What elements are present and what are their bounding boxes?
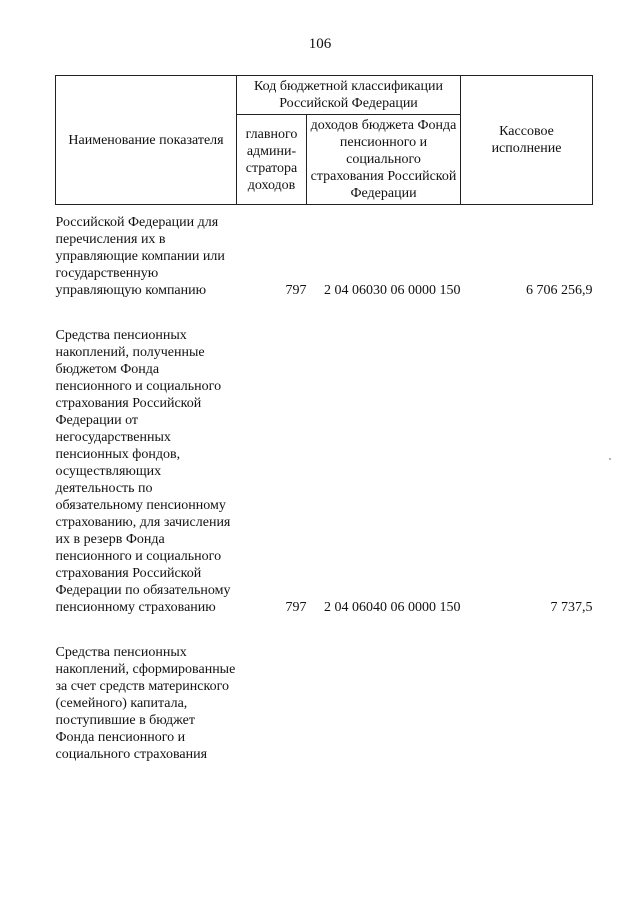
- table-body: [56, 205, 593, 764]
- header-chief-administrator: главного админи-стратора доходов: [237, 115, 307, 205]
- scan-speck: [609, 458, 611, 460]
- admin-code: 797: [285, 283, 307, 298]
- row-spacer: [56, 616, 593, 644]
- header-indicator-name: Наименование показателя: [56, 76, 237, 205]
- execution-value: 6 706 256,9: [526, 283, 593, 298]
- budget-table: [55, 75, 593, 763]
- execution-value: 7 737,5: [550, 600, 593, 615]
- revenue-code: 2 04 06040 06 0000 150: [324, 600, 461, 615]
- execution-value: [461, 644, 593, 763]
- table-header: [56, 76, 593, 205]
- indicator-name: Российской Федерации для перечисления их в управляющие компании или государственную управляющую компанию: [55, 215, 225, 298]
- admin-code: [237, 644, 307, 763]
- row-spacer: [56, 299, 593, 327]
- header-budget-classification-code: Код бюджетной классификации Российской Федерации: [237, 76, 461, 115]
- table-row: [56, 205, 593, 300]
- revenue-code: 2 04 06030 06 0000 150: [324, 283, 461, 298]
- admin-code: 797: [285, 600, 307, 615]
- table-row: [56, 644, 593, 763]
- table-row: [56, 327, 593, 616]
- revenue-code: [307, 644, 461, 763]
- header-revenue-code: доходов бюджета Фонда пенсионного и социального страхования Российской Федерации: [307, 115, 461, 205]
- indicator-name: Средства пенсионных накоплений, сформированные за счет средств материнского (семейного) капитала, поступившие в бюджет Фонда пенсионного и социального страхования: [55, 645, 236, 762]
- page-number: 106: [308, 36, 332, 52]
- header-cash-execution: Кассовое исполнение: [461, 76, 593, 205]
- indicator-name: Средства пенсионных накоплений, полученные бюджетом Фонда пенсионного и социального страхования Российской Федерации от негосударственных пенсионных фондов, осуществляющих деятельность по обязательному пенсионному страхованию, для зачисления их в резерв Фонда пенсионного и социального страхования Российской Федерации по обязательному пенсионному страхованию: [55, 328, 231, 615]
